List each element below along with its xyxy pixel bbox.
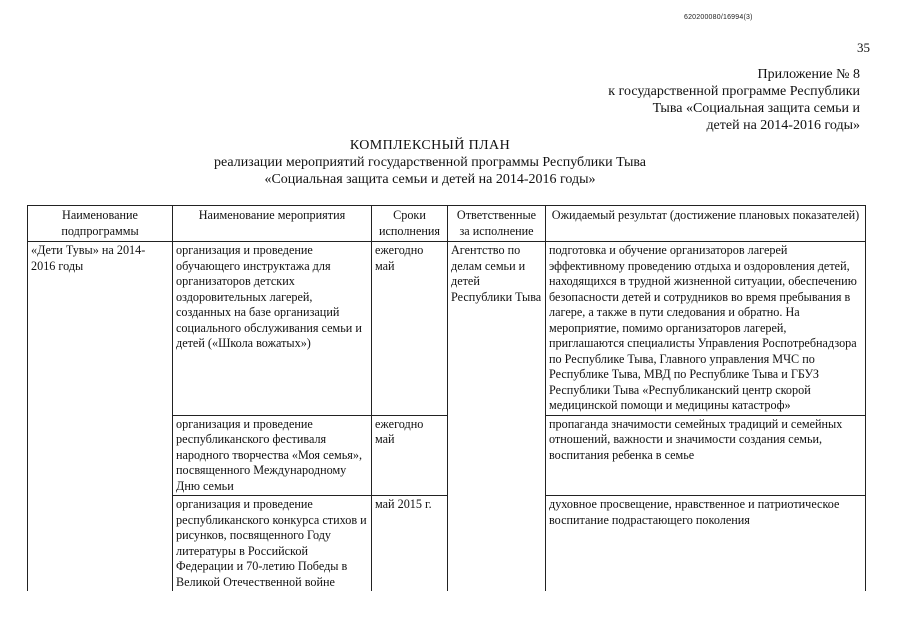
cell-event: организация и проведение республиканского конкурса стихов и рисунков, посвященного Году литературы в Российской Федерации и 70-летию Победы в Великой Отечественной войне (173, 496, 372, 592)
cell-result: подготовка и обучение организаторов лагерей эффективному проведению отдыха и оздоровления детей, находящихся в трудной жизненной ситуации, обеспечению безопасности детей и сотрудников во время пребывания в лагере, а также в пути следования и обратно. На мероприятие, помимо организаторов лагерей, приглашаются специалисты Управления Роспотребнадзора по Республике Тыва, Главного управления МЧС по Республике Тыва, МВД по Республике Тыва и ГБУЗ Республики Тыва «Республиканский центр скорой медицинской помощи и медицины катастроф» (546, 242, 866, 416)
appendix-line: Приложение № 8 (757, 67, 860, 82)
header-responsible: Ответственные за исполнение (448, 206, 546, 242)
appendix-line: к государственной программе Республики (608, 84, 860, 99)
table-row (28, 496, 866, 592)
cell-term: ежегодно май (372, 242, 448, 416)
title-block (100, 137, 760, 188)
appendix-line: детей на 2014-2016 годы» (706, 118, 860, 133)
cell-responsible (448, 415, 546, 496)
header-subprogram: Наименование подпрограммы (28, 206, 173, 242)
cell-event: организация и проведение республиканского фестиваля народного творчества «Моя семья», посвященного Международному Дню семьи (173, 415, 372, 496)
cell-subprogram (28, 415, 173, 496)
header-event: Наименование мероприятия (173, 206, 372, 242)
page-title: КОМПЛЕКСНЫЙ ПЛАН (349, 138, 511, 153)
cell-event: организация и проведение обучающего инструктажа для организаторов детских оздоровительных лагерей, созданных на базе организаций социального обслуживания семьи и детей («Школа вожатых») (173, 242, 372, 416)
appendix-block (560, 66, 860, 134)
cell-result: пропаганда значимости семейных традиций и семейных отношений, важности и значимости создания семьи, воспитания ребенка в семье (546, 415, 866, 496)
table-row (28, 242, 866, 416)
plan-table (27, 205, 866, 591)
header-result: Ожидаемый результат (достижение плановых показателей) (546, 206, 866, 242)
cell-responsible (448, 496, 546, 592)
page-number: 35 (857, 40, 870, 55)
appendix-line: Тыва «Социальная защита семьи и (652, 101, 860, 116)
document-code: 620200080/16994(3) (684, 14, 753, 21)
cell-term: ежегодно май (372, 415, 448, 496)
header-term: Сроки исполнения (372, 206, 448, 242)
page-subtitle-line: «Социальная защита семьи и детей на 2014-2016 годы» (264, 172, 596, 187)
table-row (28, 415, 866, 496)
cell-subprogram (28, 496, 173, 592)
page-subtitle-line: реализации мероприятий государственной программы Республики Тыва (213, 155, 646, 170)
cell-term: май 2015 г. (372, 496, 448, 592)
cell-responsible: Агентство по делам семьи и детей Республики Тыва (448, 242, 546, 416)
cell-result: духовное просвещение, нравственное и патриотическое воспитание подрастающего поколения (546, 496, 866, 592)
table-header-row (28, 206, 866, 242)
cell-subprogram: «Дети Тувы» на 2014-2016 годы (28, 242, 173, 416)
